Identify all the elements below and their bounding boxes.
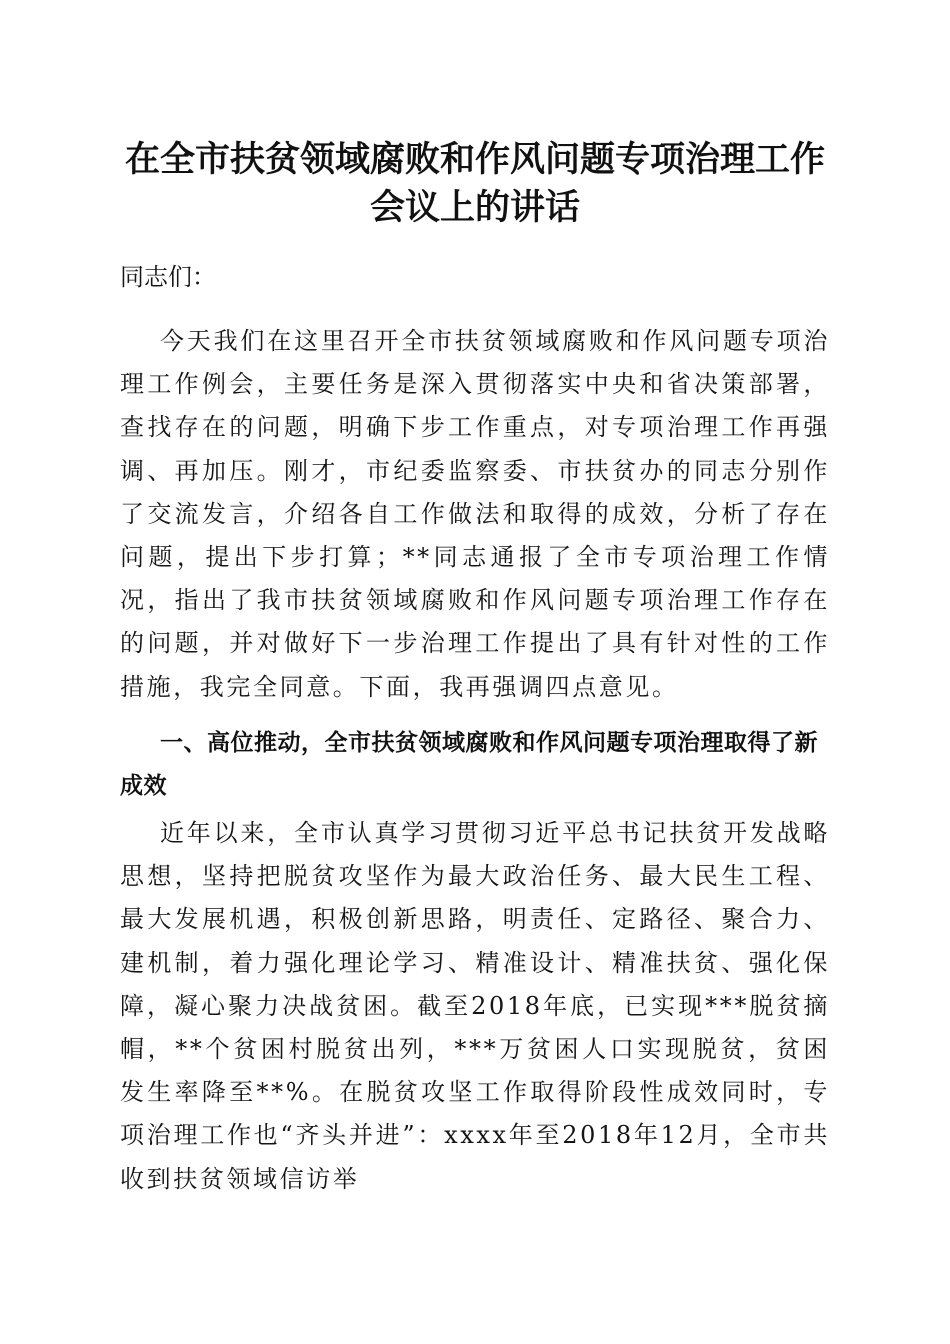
paragraph-section-1: 近年以来，全市认真学习贯彻习近平总书记扶贫开发战略思想，坚持把脱贫攻坚作为最大政治任务、最大民生工程、最大发展机遇，积极创新思路，明责任、定路径、聚合力、建机制，着力强化理论学习、精准设计、精准扶贫、强化保障，凝心聚力决战贫困。截至2018年底，已实现***脱贫摘帽，**个贫困村脱贫出列，***万贫困人口实现脱贫，贫困发生率降至**%。在脱贫攻坚工作取得阶段性成效同时，专项治理工作也“齐头并进”：xxxx年至2018年12月，全市共收到扶贫领域信访举 (120, 819, 830, 1193)
document-title-line2: 会议上的讲话 (369, 187, 580, 228)
section-heading-1: 一、高位推动，全市扶贫领域腐败和作风问题专项治理取得了新成效 (120, 730, 818, 800)
greeting: 同志们： (120, 263, 216, 291)
paragraph-intro: 今天我们在这里召开全市扶贫领域腐败和作风问题专项治理工作例会，主要任务是深入贯彻落实中央和省决策部署，查找存在的问题，明确下步工作重点，对专项治理工作再强调、再加压。刚才，市纪委监察委、市扶贫办的同志分别作了交流发言，介绍各自工作做法和取得的成效，分析了存在问题，提出下步打算；**同志通报了全市专项治理工作情况，指出了我市扶贫领域腐败和作风问题专项治理工作存在的问题，并对做好下一步治理工作提出了具有针对性的工作措施，我完全同意。下面，我再强调四点意见。 (120, 327, 830, 701)
document-title-line1: 在全市扶贫领域腐败和作风问题专项治理工作 (124, 139, 825, 180)
